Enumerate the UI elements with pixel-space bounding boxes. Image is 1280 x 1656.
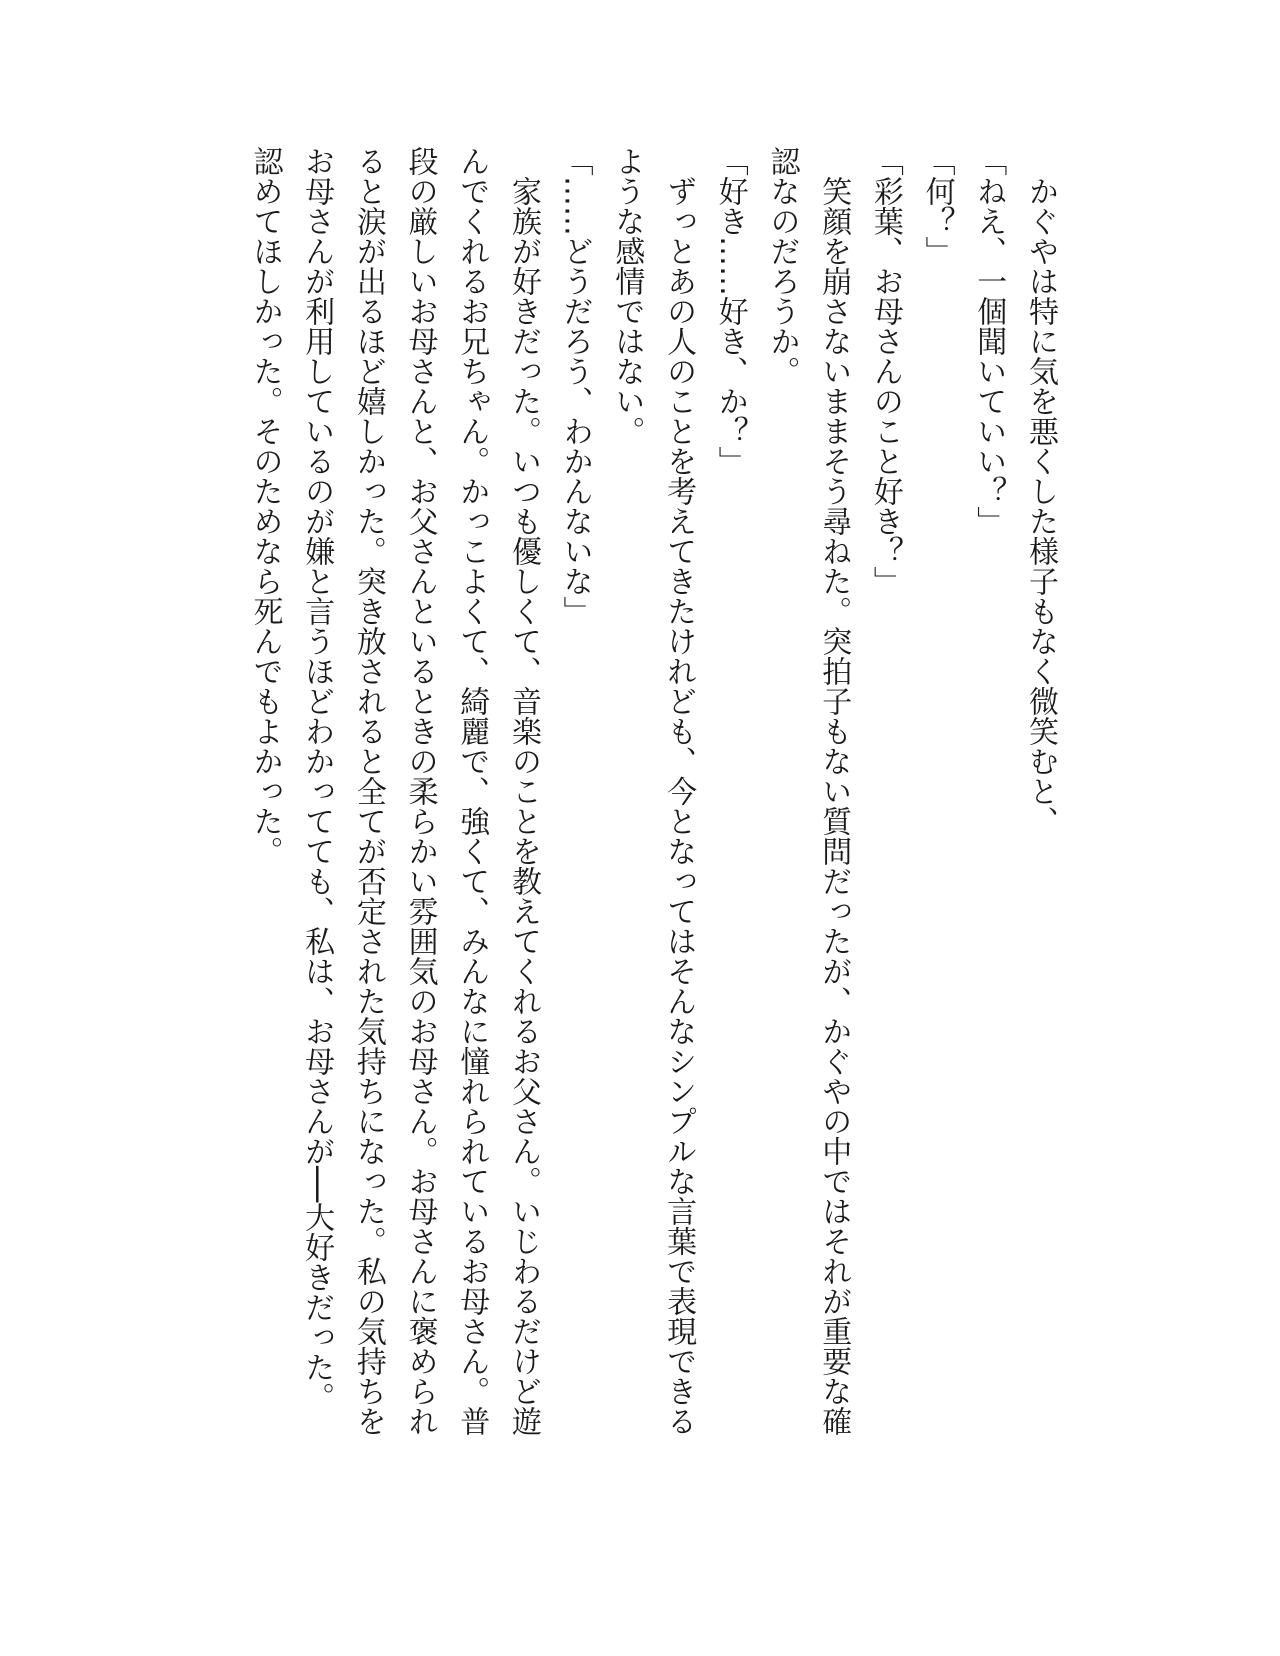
text-line: 段の厳しいお母さんと、お父さんといるときの柔らかい雰囲気のお母さん。お母さんに褒められ — [402, 146, 438, 1436]
text-line: 認めてほしかった。そのためなら死んでもよかった。 — [247, 146, 283, 866]
text-line: お母さんが利用しているのが嫌と言うほどわかってても、私は、お母さんが──大好きだった。 — [299, 146, 335, 1413]
text-line: かぐやは特に気を悪くした様子もなく微笑むと、 — [1023, 146, 1058, 836]
vertical-text-body — [239, 146, 1066, 1466]
text-line: ると涙が出るほど嬉しかった。突き放されると全てが否定された気持ちになった。私の気持ちを — [350, 146, 386, 1436]
text-line: ずっとあの人のことを考えてきたけれども、今となってはそんなシンプルな言葉で表現できる — [661, 146, 697, 1436]
text-line: 笑顔を崩さないままそう尋ねた。突拍子もない質問だったが、かぐやの中ではそれが重要な確 — [816, 146, 852, 1436]
text-line: んでくれるお兄ちゃん。かっこよくて、綺麗で、強くて、みんなに憧れられているお母さん。普 — [454, 146, 490, 1436]
text-line: 「好き……好き、か？」 — [712, 146, 748, 476]
text-line: 「何？」 — [919, 146, 955, 266]
text-line: 「ねえ、一個聞いていい？」 — [971, 146, 1007, 536]
text-line: 認なのだろうか。 — [764, 146, 800, 386]
text-line: 家族が好きだった。いつも優しくて、音楽のことを教えてくれるお父さん。いじわるだけど遊 — [505, 146, 541, 1436]
text-line: ような感情ではない。 — [609, 146, 645, 446]
text-line: 「……どうだろう、わかんないな」 — [557, 146, 593, 626]
text-line: 「彩葉、お母さんのこと好き？」 — [867, 146, 903, 596]
